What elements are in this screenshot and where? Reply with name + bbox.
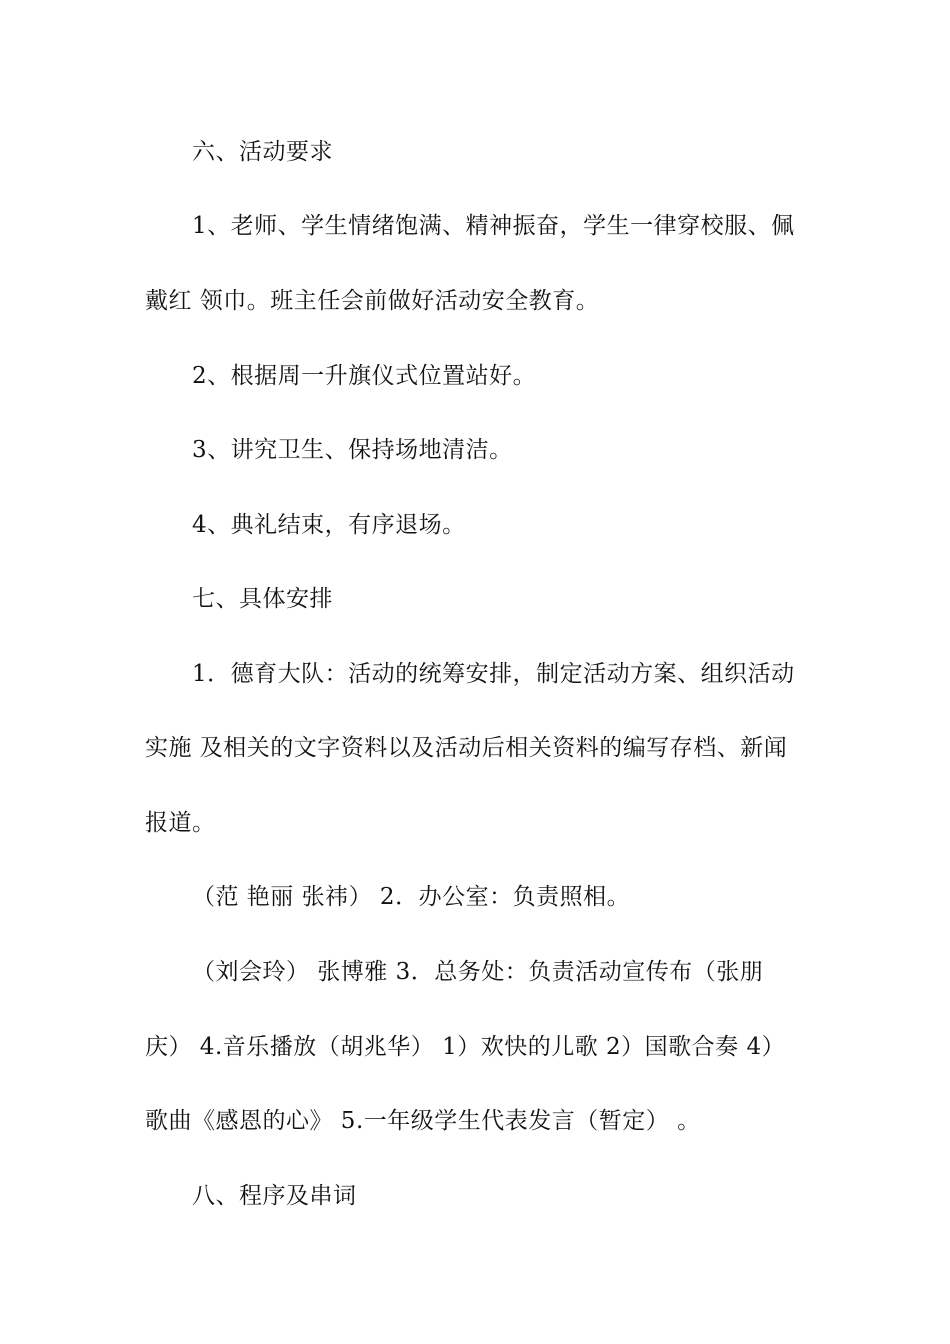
section-heading-arrangement: 七、具体安排 — [192, 586, 333, 612]
paragraph-line: 实施 及相关的文字资料以及活动后相关资料的编写存档、新闻 — [145, 735, 788, 761]
paragraph-line: （范 艳丽 张祎） 2．办公室：负责照相。 — [192, 884, 631, 910]
paragraph-line: 1．德育大队：活动的统筹安排，制定活动方案、组织活动 — [192, 661, 795, 687]
paragraph-line: 庆） 4.音乐播放（胡兆华） 1）欢快的儿歌 2）国歌合奏 4） — [145, 1034, 786, 1060]
paragraph-line: 戴红 领巾。班主任会前做好活动安全教育。 — [145, 288, 600, 314]
section-heading-program: 八、程序及串词 — [192, 1183, 357, 1209]
paragraph-line: （刘会玲） 张博雅 3．总务处：负责活动宣传布（张朋 — [192, 959, 764, 985]
paragraph-line: 4、典礼结束，有序退场。 — [192, 512, 466, 538]
paragraph-line: 3、讲究卫生、保持场地清洁。 — [192, 437, 513, 463]
paragraph-line: 歌曲《感恩的心》 5.一年级学生代表发言（暂定） 。 — [145, 1108, 701, 1134]
paragraph-line: 1、老师、学生情绪饱满、精神振奋，学生一律穿校服、佩 — [192, 213, 795, 239]
section-heading-requirements: 六、活动要求 — [192, 139, 333, 165]
paragraph-line: 报道。 — [145, 810, 216, 836]
paragraph-line: 2、根据周一升旗仪式位置站好。 — [192, 363, 537, 389]
